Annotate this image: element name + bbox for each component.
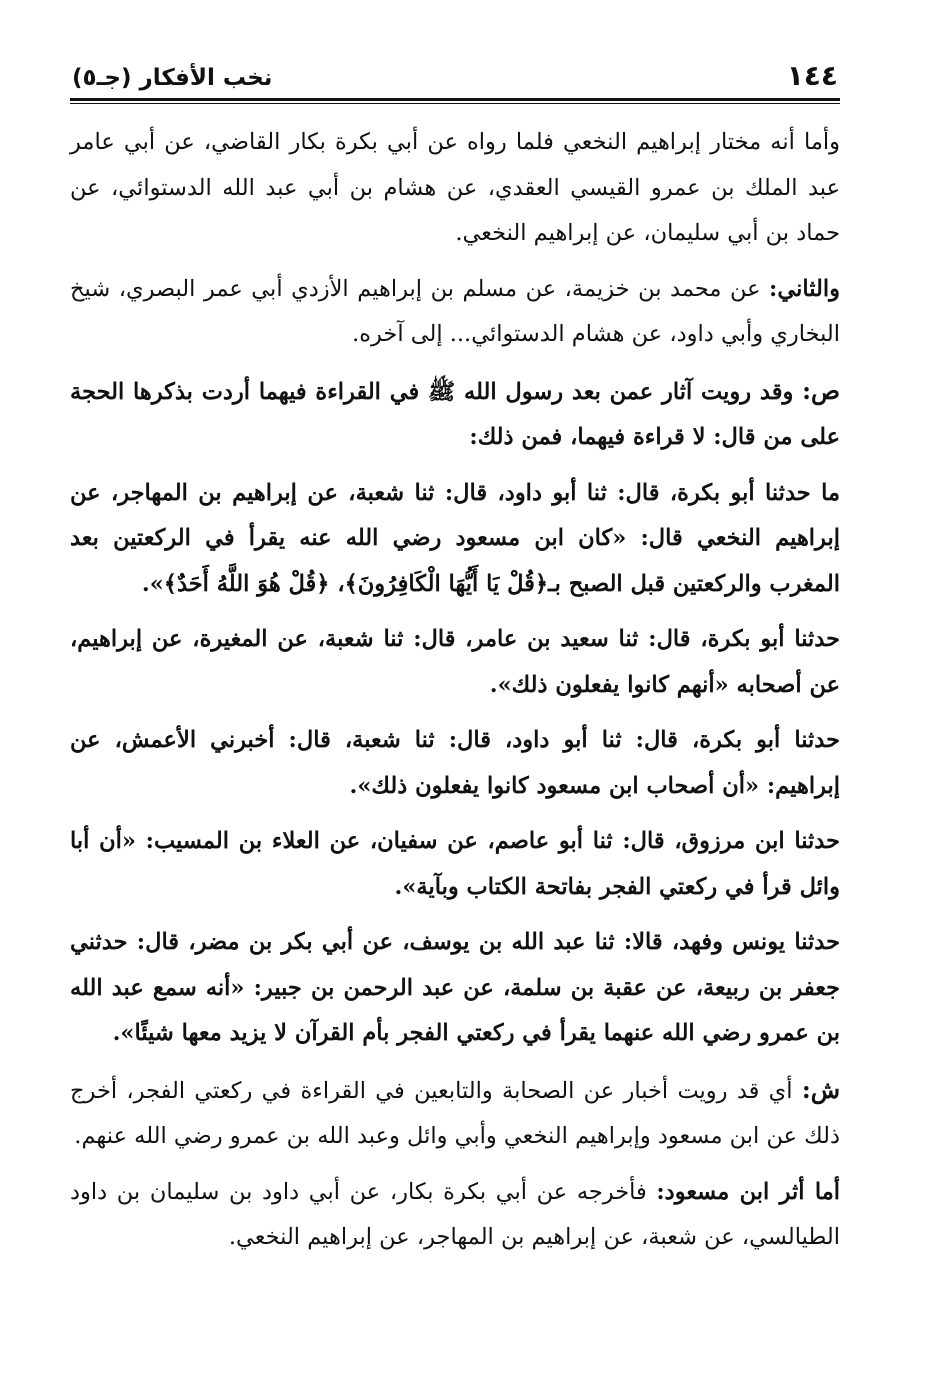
paragraph-lead: والثاني:	[769, 275, 840, 302]
paragraph-text: حدثنا يونس وفهد، قالا: ثنا عبد الله بن يوسف، عن أبي بكر بن مضر، قال: حدثني جعفر بن ربيعة، عن عقبة بن سلمة، عن عبد الرحمن بن جبير: «أنه سمع عبد الله بن عمرو رضي الله عنهما يقرأ في ركعتي الفجر بأم القرآن لا يزيد معها شيئًا».	[70, 929, 840, 1046]
page-content	[70, 120, 840, 1271]
paragraph	[70, 368, 840, 471]
book-page	[70, 44, 840, 1344]
paragraph-text: فأخرجه عن أبي بكرة بكار، عن أبي داود بن سليمان بن داود الطيالسي، عن شعبة، عن إبراهيم بن المهاجر، عن إبراهيم النخعي.	[70, 1178, 840, 1250]
paragraph-text: أي قد رويت أخبار عن الصحابة والتابعين في القراءة في ركعتي الفجر، أخرج ذلك عن ابن مسعود وإبراهيم النخعي وأبي وائل وعبد الله بن عمرو رضي الله عنهم.	[70, 1077, 840, 1149]
paragraph	[70, 1067, 840, 1170]
paragraph	[70, 471, 840, 618]
paragraph-text: حدثنا أبو بكرة، قال: ثنا أبو داود، قال: ثنا شعبة، قال: أخبرني الأعمش، عن إبراهيم: «أن أصحاب ابن مسعود كانوا يفعلون ذلك».	[70, 727, 840, 799]
paragraph	[70, 120, 840, 267]
paragraph	[70, 920, 840, 1067]
page-number: ١٤٤	[786, 59, 838, 92]
paragraph-text: حدثنا أبو بكرة، قال: ثنا سعيد بن عامر، قال: ثنا شعبة، عن المغيرة، عن إبراهيم، عن أصحابه «أنهم كانوا يفعلون ذلك».	[70, 626, 840, 698]
page-header	[70, 44, 840, 90]
paragraph	[70, 267, 840, 368]
paragraph-text: حدثنا ابن مرزوق، قال: ثنا أبو عاصم، عن سفيان، عن العلاء بن المسيب: «أن أبا وائل قرأ في ركعتي الفجر بفاتحة الكتاب وبآية».	[70, 828, 840, 900]
paragraph-lead: ص:	[802, 375, 840, 405]
paragraph-lead: أما أثر ابن مسعود:	[656, 1178, 840, 1205]
paragraph	[70, 1170, 840, 1271]
paragraph	[70, 819, 840, 920]
paragraph-lead: ش:	[801, 1074, 840, 1104]
running-title: نخب الأفكار (جـ٥)	[72, 65, 273, 91]
header-rule	[70, 98, 840, 104]
paragraph-text: ما حدثنا أبو بكرة، قال: ثنا أبو داود، قال: ثنا شعبة، عن إبراهيم بن المهاجر، عن إبراهيم النخعي قال: «كان ابن مسعود رضي الله عنه يقرأ في الركعتين بعد المغرب والركعتين قبل الصبح بـ﴿قُلْ يَا أَيُّهَا الْكَافِرُونَ﴾، ﴿قُلْ هُوَ اللَّهُ أَحَدٌ﴾».	[70, 479, 840, 597]
paragraph-text: وقد رويت آثار عمن بعد رسول الله ﷺ في القراءة فيهما أردت بذكرها الحجة على من قال: لا قراءة فيهما، فمن ذلك:	[70, 378, 840, 450]
paragraph	[70, 718, 840, 819]
paragraph-text: عن محمد بن خزيمة، عن مسلم بن إبراهيم الأزدي أبي عمر البصري، شيخ البخاري وأبي داود، عن هشام الدستوائي... إلى آخره.	[70, 275, 840, 347]
paragraph	[70, 617, 840, 718]
paragraph-text: وأما أنه مختار إبراهيم النخعي فلما رواه عن أبي بكرة بكار القاضي، عن أبي عامر عبد الملك بن عمرو القيسي العقدي، عن هشام بن أبي عبد الله الدستوائي، عن حماد بن أبي سليمان، عن إبراهيم النخعي.	[70, 129, 840, 246]
